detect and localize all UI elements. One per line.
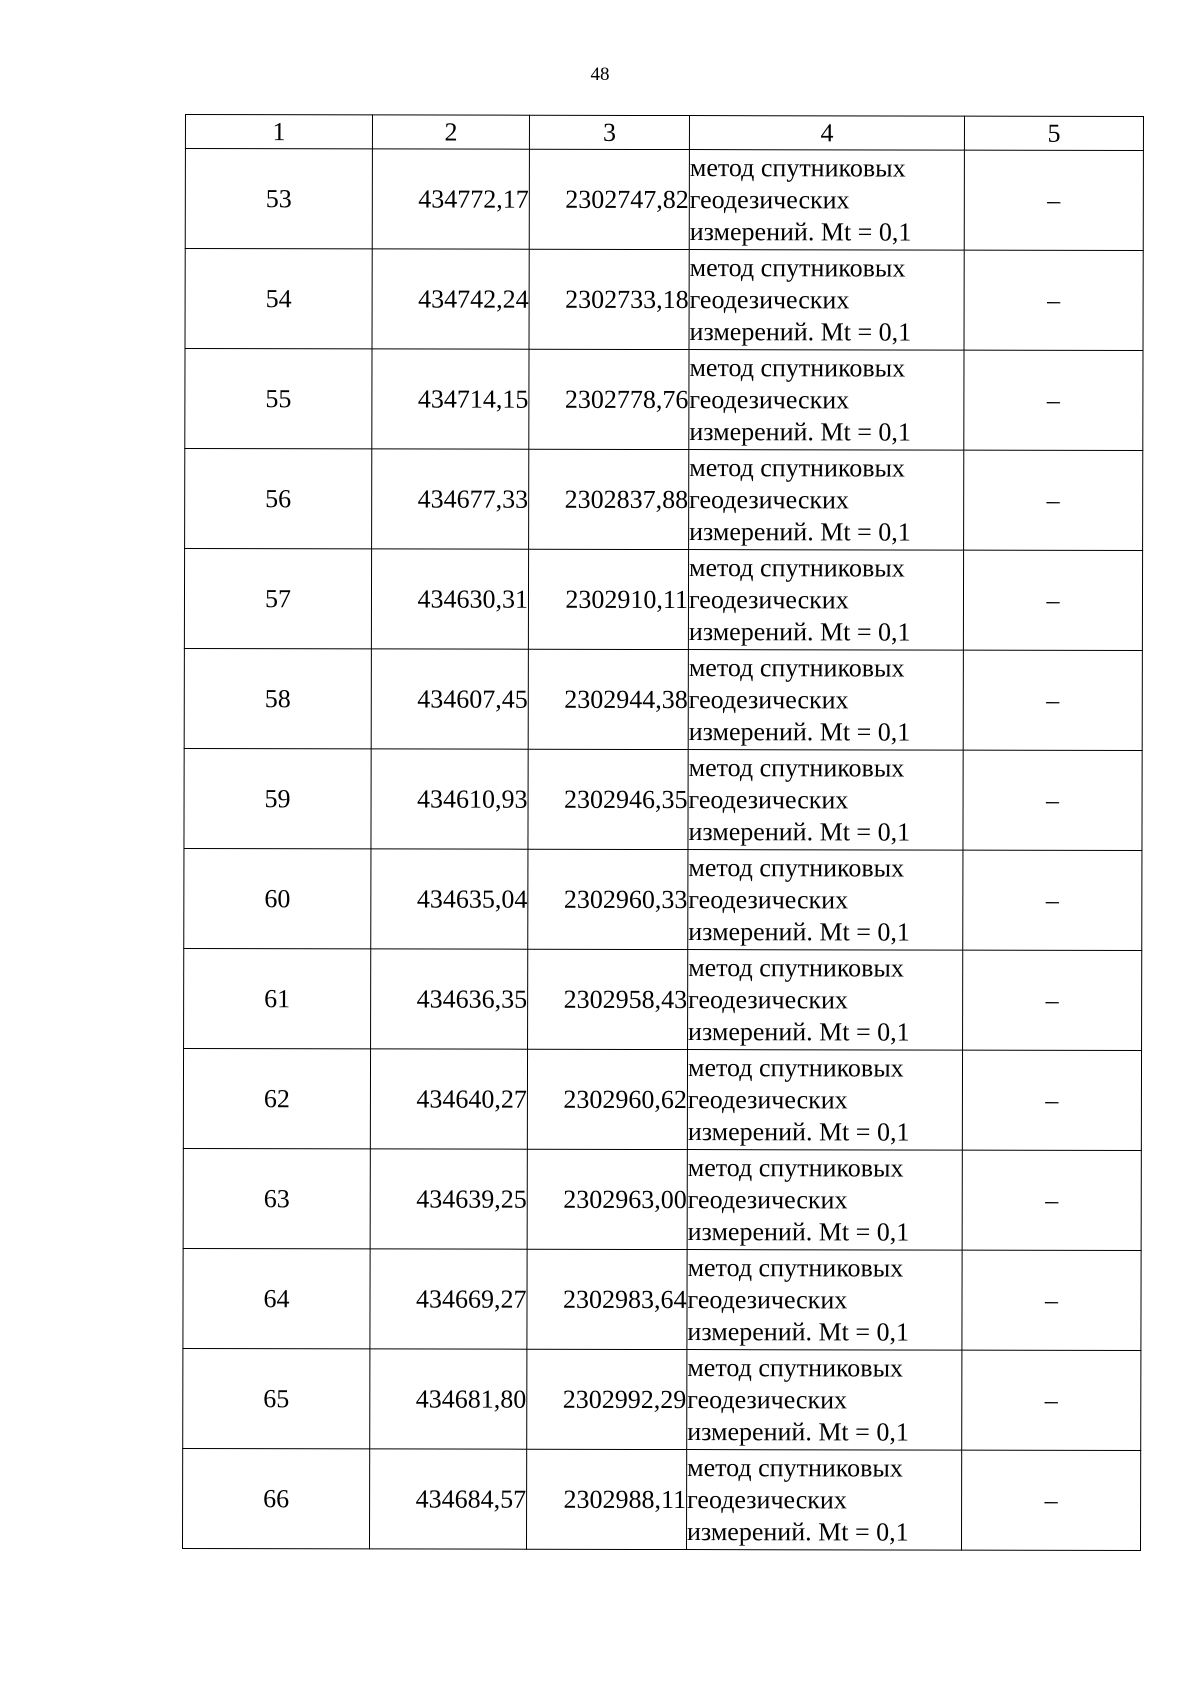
table-row: [183, 1148, 1141, 1250]
method-line: метод спутниковых: [689, 452, 905, 483]
coordinate-x: 434681,80: [370, 1349, 527, 1449]
note-cell: –: [962, 1350, 1141, 1450]
coordinate-y: 2302992,29: [527, 1349, 687, 1449]
table-body: [182, 149, 1143, 1551]
method-line: измерений. Mt = 0,1: [688, 816, 911, 847]
method-description: [688, 850, 963, 951]
method-line: геодезических: [689, 284, 850, 314]
note-cell: –: [964, 450, 1143, 550]
coordinate-x: 434772,17: [372, 149, 529, 249]
table-row: [185, 449, 1143, 551]
note-cell: –: [963, 650, 1142, 750]
coordinate-x: 434677,33: [372, 449, 529, 549]
page-number: 48: [590, 64, 610, 85]
coordinate-y: 2302963,00: [527, 1149, 687, 1249]
note-cell: –: [963, 550, 1142, 650]
method-line: метод спутниковых: [687, 1152, 904, 1183]
coordinate-x: 434714,15: [372, 349, 529, 449]
method-line: геодезических: [689, 184, 850, 214]
method-line: геодезических: [687, 1284, 848, 1314]
method-description: [687, 1250, 962, 1351]
point-number: 65: [183, 1348, 370, 1448]
coordinate-y: 2302778,76: [529, 349, 689, 449]
method-line: измерений. Mt = 0,1: [689, 216, 912, 247]
method-description: [689, 450, 964, 551]
method-line: геодезических: [687, 1384, 848, 1414]
method-description: [689, 350, 964, 451]
table-row: [183, 1248, 1141, 1350]
method-line: геодезических: [688, 684, 849, 714]
point-number: 58: [184, 648, 371, 748]
method-line: геодезических: [687, 1184, 848, 1214]
point-number: 66: [182, 1448, 369, 1548]
method-line: метод спутниковых: [689, 152, 906, 183]
note-cell: –: [962, 1150, 1141, 1250]
method-line: измерений. Mt = 0,1: [687, 1116, 910, 1147]
method-line: измерений. Mt = 0,1: [689, 416, 911, 447]
method-line: измерений. Mt = 0,1: [687, 1316, 910, 1347]
table-row: [182, 1448, 1140, 1550]
method-description: [687, 1150, 962, 1251]
point-number: 63: [183, 1148, 370, 1248]
coordinate-x: 434639,25: [370, 1149, 527, 1249]
point-number: 62: [183, 1048, 370, 1148]
method-line: измерений. Mt = 0,1: [689, 316, 912, 347]
column-header-1: 1: [185, 115, 372, 149]
point-number: 55: [185, 349, 372, 449]
method-description: [687, 1050, 962, 1151]
coordinate-y: 2302983,64: [527, 1249, 687, 1349]
method-line: геодезических: [689, 484, 849, 514]
coordinate-y: 2302946,35: [528, 749, 688, 849]
table-row: [184, 549, 1142, 651]
method-line: метод спутниковых: [688, 752, 905, 783]
method-line: метод спутниковых: [688, 652, 905, 683]
method-line: геодезических: [688, 984, 848, 1014]
method-description: [688, 650, 963, 751]
method-line: метод спутниковых: [688, 952, 904, 983]
note-cell: –: [963, 750, 1142, 850]
note-cell: –: [963, 850, 1142, 950]
coordinate-x: 434636,35: [371, 949, 528, 1049]
coordinate-x: 434610,93: [371, 749, 528, 849]
method-line: метод спутниковых: [689, 352, 906, 383]
method-line: измерений. Mt = 0,1: [688, 916, 910, 947]
note-cell: –: [961, 1450, 1140, 1550]
method-line: геодезических: [688, 584, 849, 614]
coordinate-x: 434607,45: [371, 649, 528, 749]
table-row: [185, 149, 1143, 251]
point-number: 54: [185, 249, 372, 349]
point-number: 56: [185, 449, 372, 549]
coordinate-y: 2302988,11: [526, 1449, 686, 1549]
method-line: геодезических: [689, 384, 850, 414]
column-header-3: 3: [529, 115, 689, 149]
method-line: измерений. Mt = 0,1: [687, 1416, 909, 1447]
table-row: [184, 648, 1142, 750]
note-cell: –: [964, 250, 1143, 350]
coordinate-x: 434669,27: [370, 1249, 527, 1349]
coordinate-x: 434640,27: [370, 1049, 527, 1149]
coordinate-x: 434635,04: [371, 849, 528, 949]
column-header-5: 5: [964, 116, 1143, 150]
coordinate-y: 2302960,62: [527, 1049, 687, 1149]
coordinate-y: 2302837,88: [529, 449, 689, 549]
method-line: измерений. Mt = 0,1: [688, 716, 911, 747]
method-line: метод спутниковых: [689, 252, 906, 283]
method-line: измерений. Mt = 0,1: [688, 616, 911, 647]
column-header-2: 2: [372, 115, 529, 149]
method-description: [688, 550, 963, 651]
table-header-row: [185, 115, 1143, 151]
method-line: геодезических: [687, 1484, 847, 1514]
method-line: метод спутниковых: [689, 552, 905, 583]
method-line: метод спутниковых: [687, 1052, 904, 1083]
point-number: 57: [184, 549, 371, 649]
point-number: 59: [184, 748, 371, 848]
table-row: [184, 948, 1142, 1050]
coordinate-x: 434630,31: [371, 549, 528, 649]
method-line: геодезических: [688, 784, 849, 814]
coordinate-y: 2302733,18: [529, 249, 689, 349]
table-row: [185, 249, 1143, 351]
method-line: метод спутниковых: [687, 1352, 904, 1383]
point-number: 61: [184, 948, 371, 1048]
table-row: [185, 349, 1143, 451]
point-number: 53: [185, 149, 372, 249]
coordinate-x: 434684,57: [369, 1449, 526, 1549]
method-description: [689, 150, 964, 251]
method-line: метод спутниковых: [687, 1252, 904, 1283]
note-cell: –: [962, 1050, 1141, 1150]
method-line: измерений. Mt = 0,1: [687, 1516, 909, 1547]
method-description: [689, 250, 964, 351]
note-cell: –: [963, 950, 1142, 1050]
column-header-4: 4: [689, 116, 964, 151]
coordinates-table: [182, 114, 1144, 1551]
method-description: [686, 1450, 961, 1551]
method-line: метод спутниковых: [687, 1452, 903, 1483]
table-row: [184, 848, 1142, 950]
note-cell: –: [964, 150, 1143, 250]
method-description: [688, 750, 963, 851]
method-line: измерений. Mt = 0,1: [687, 1216, 910, 1247]
method-line: измерений. Mt = 0,1: [688, 1016, 910, 1047]
method-description: [688, 950, 963, 1051]
coordinate-y: 2302958,43: [528, 949, 688, 1049]
method-line: геодезических: [688, 884, 849, 914]
method-line: метод спутниковых: [688, 852, 905, 883]
method-line: геодезических: [687, 1084, 848, 1114]
method-line: измерений. Mt = 0,1: [689, 516, 911, 547]
method-description: [687, 1350, 962, 1451]
table-row: [184, 748, 1142, 850]
coordinate-y: 2302910,11: [528, 549, 688, 649]
coordinate-y: 2302960,33: [528, 849, 688, 949]
table-row: [183, 1348, 1141, 1450]
note-cell: –: [964, 350, 1143, 450]
point-number: 64: [183, 1248, 370, 1348]
coordinate-y: 2302747,82: [529, 149, 689, 249]
coordinate-x: 434742,24: [372, 249, 529, 349]
table-row: [183, 1048, 1141, 1150]
point-number: 60: [184, 848, 371, 948]
note-cell: –: [962, 1250, 1141, 1350]
coordinate-y: 2302944,38: [528, 649, 688, 749]
